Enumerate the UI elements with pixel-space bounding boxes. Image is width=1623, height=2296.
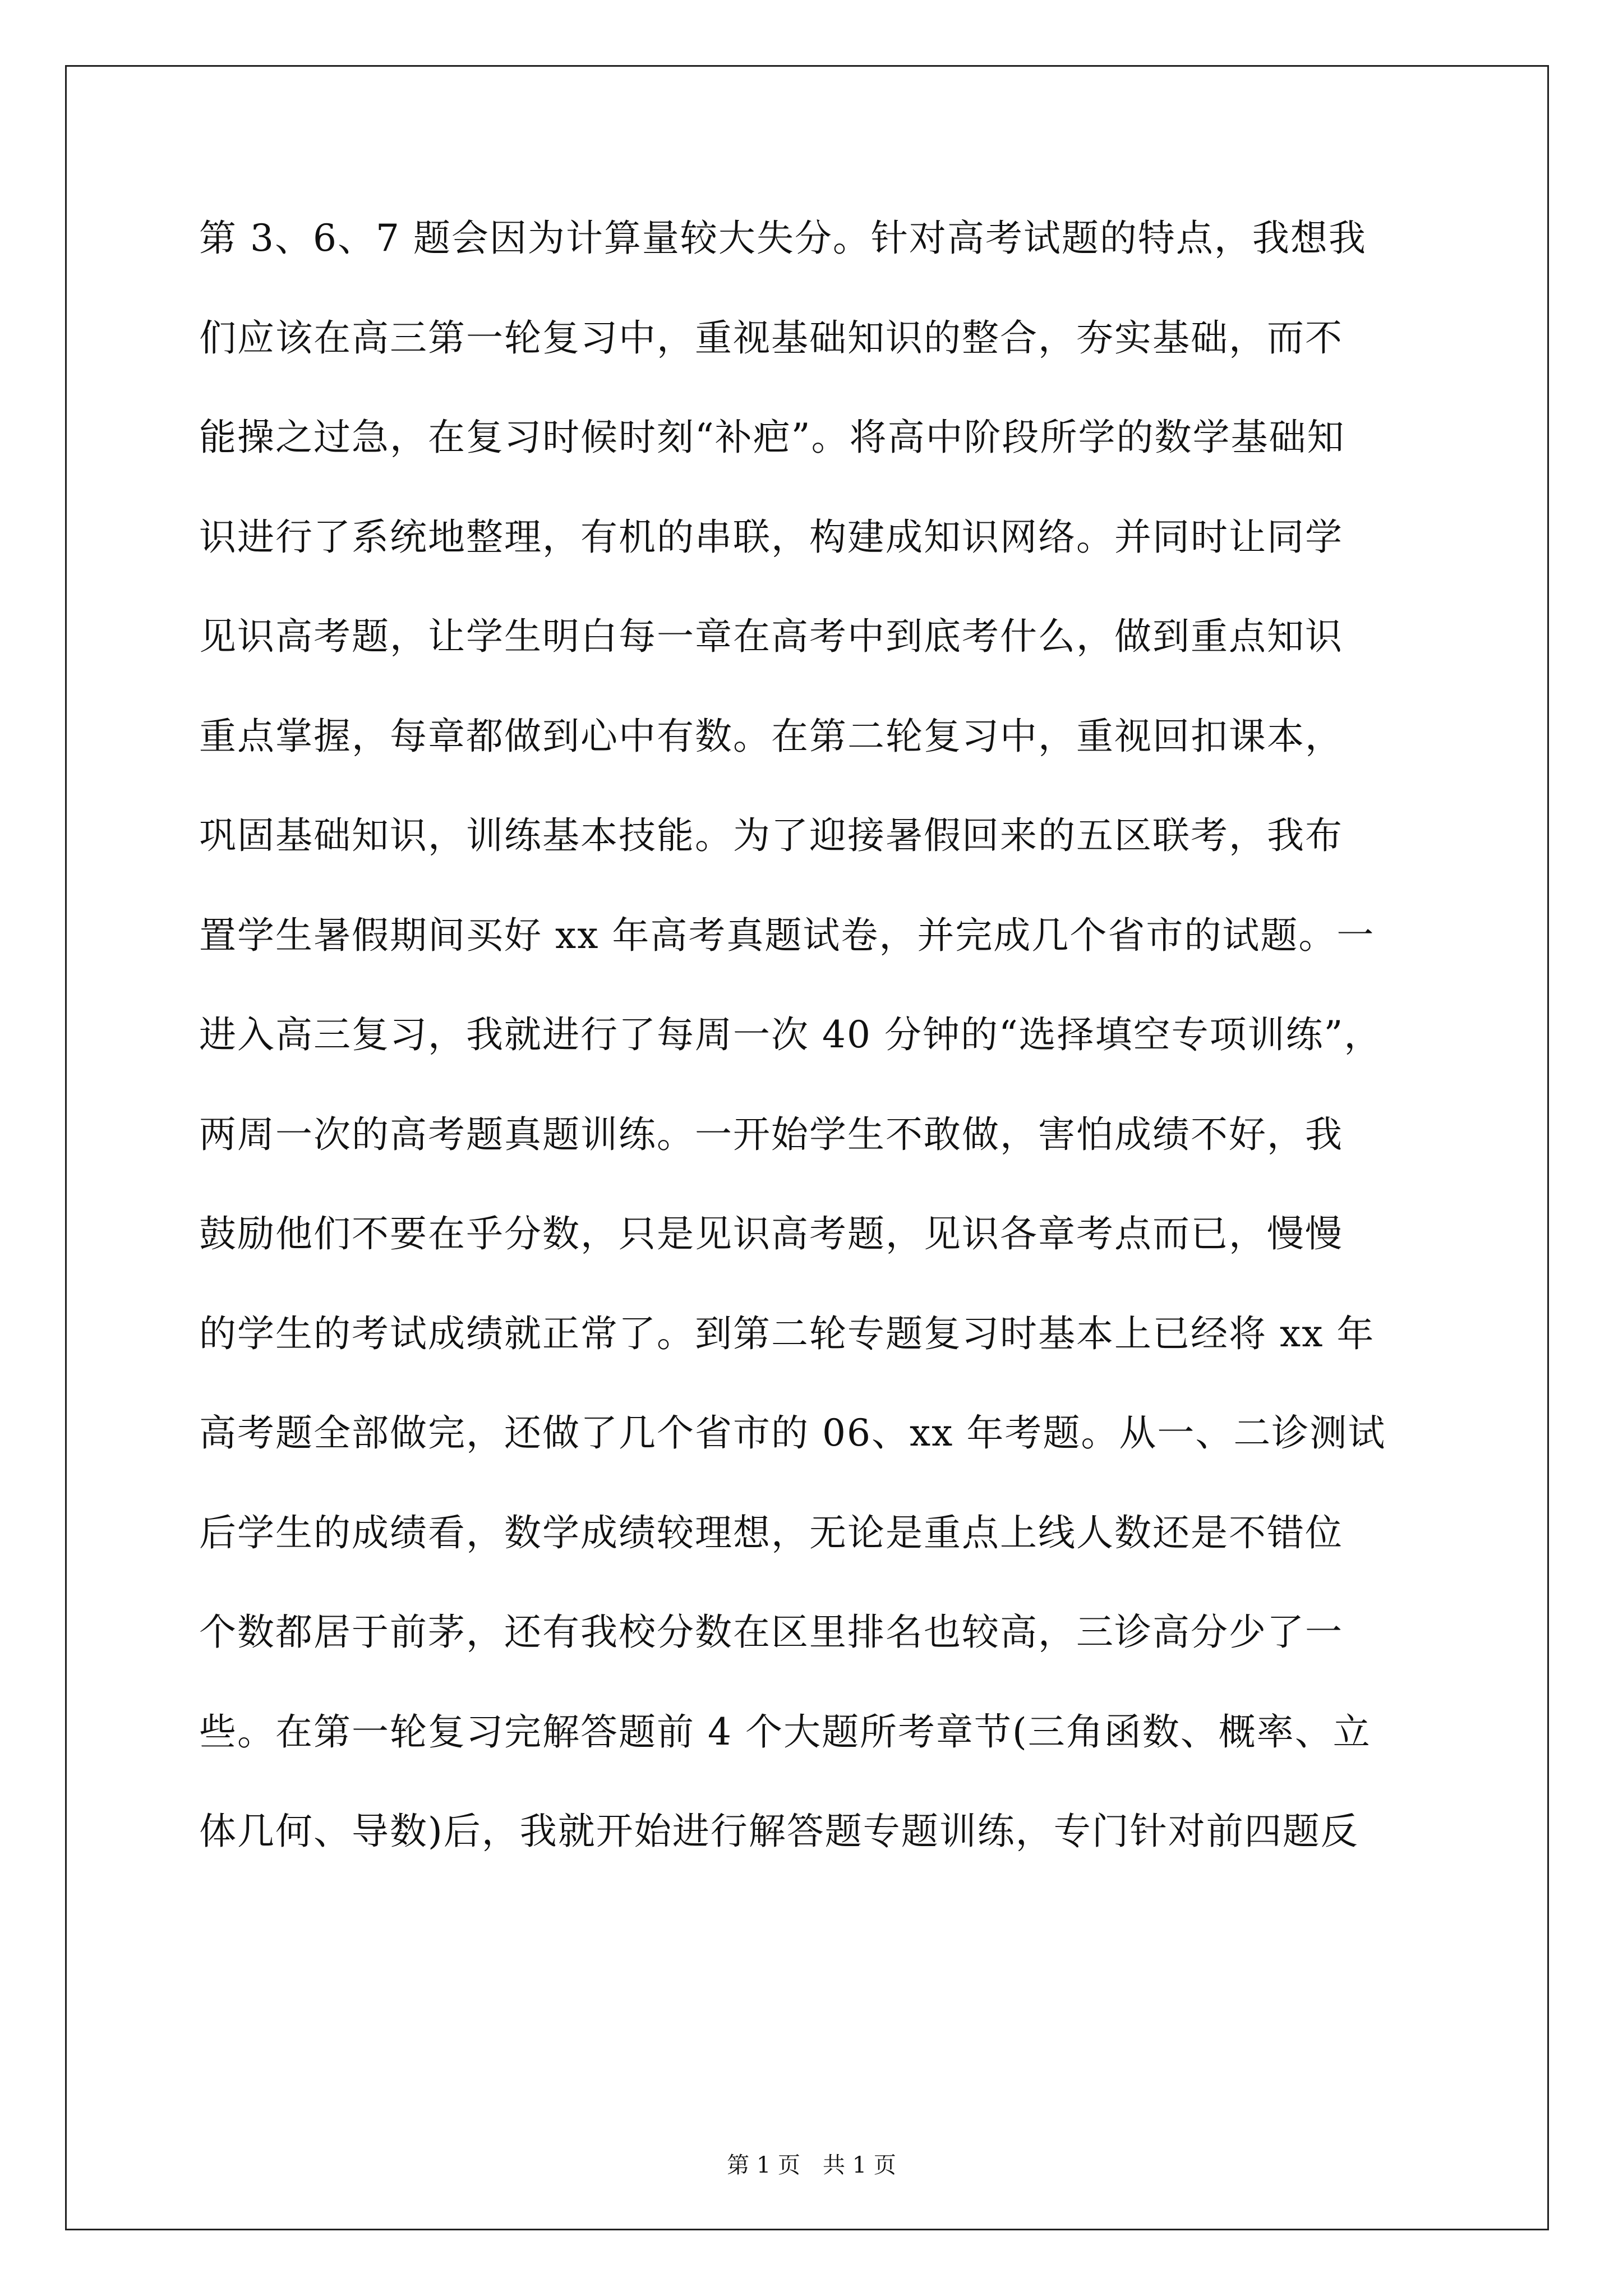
text-line: 后学生的成绩看，数学成绩较理想，无论是重点上线人数还是不错位 xyxy=(199,1511,1343,1554)
document-body xyxy=(199,219,1438,1912)
text-line: 重点掌握，每章都做到心中有数。在第二轮复习中，重视回扣课本， xyxy=(199,714,1343,758)
text-line: 见识高考题，让学生明白每一章在高考中到底考什么，做到重点知识 xyxy=(199,615,1343,658)
text-line: 们应该在高三第一轮复习中，重视基础知识的整合，夯实基础，而不 xyxy=(199,316,1343,360)
text-line: 体几何、导数)后，我就开始进行解答题专题训练，专门针对前四题反 xyxy=(199,1810,1359,1853)
page-footer: 第 1 页 共 1 页 xyxy=(727,2152,896,2178)
text-line: 的学生的考试成绩就正常了。到第二轮专题复习时基本上已经将 xx 年 xyxy=(199,1312,1375,1355)
text-line: 能操之过急，在复习时候时刻“补疤”。将高中阶段所学的数学基础知 xyxy=(199,416,1345,459)
text-line: 识进行了系统地整理，有机的串联，构建成知识网络。并同时让同学 xyxy=(199,515,1343,559)
text-line: 第 3、6、7 题会因为计算量较大失分。针对高考试题的特点，我想我 xyxy=(199,217,1367,260)
text-line: 两周一次的高考题真题训练。一开始学生不敢做，害怕成绩不好，我 xyxy=(199,1112,1343,1156)
text-line: 鼓励他们不要在乎分数，只是见识高考题，见识各章考点而已，慢慢 xyxy=(199,1212,1343,1255)
text-line: 些。在第一轮复习完解答题前 4 个大题所考章节(三角函数、概率、立 xyxy=(199,1710,1371,1754)
text-line: 高考题全部做完，还做了几个省市的 06、xx 年考题。从一、二诊测试 xyxy=(199,1411,1386,1455)
text-line: 进入高三复习，我就进行了每周一次 40 分钟的“选择填空专项训练”， xyxy=(199,1013,1382,1056)
text-line: 巩固基础知识，训练基本技能。为了迎接暑假回来的五区联考，我布 xyxy=(199,814,1343,857)
text-line: 置学生暑假期间买好 xx 年高考真题试卷，并完成几个省市的试题。一 xyxy=(199,913,1375,957)
text-line: 个数都居于前茅，还有我校分数在区里排名也较高，三诊高分少了一 xyxy=(199,1611,1343,1654)
